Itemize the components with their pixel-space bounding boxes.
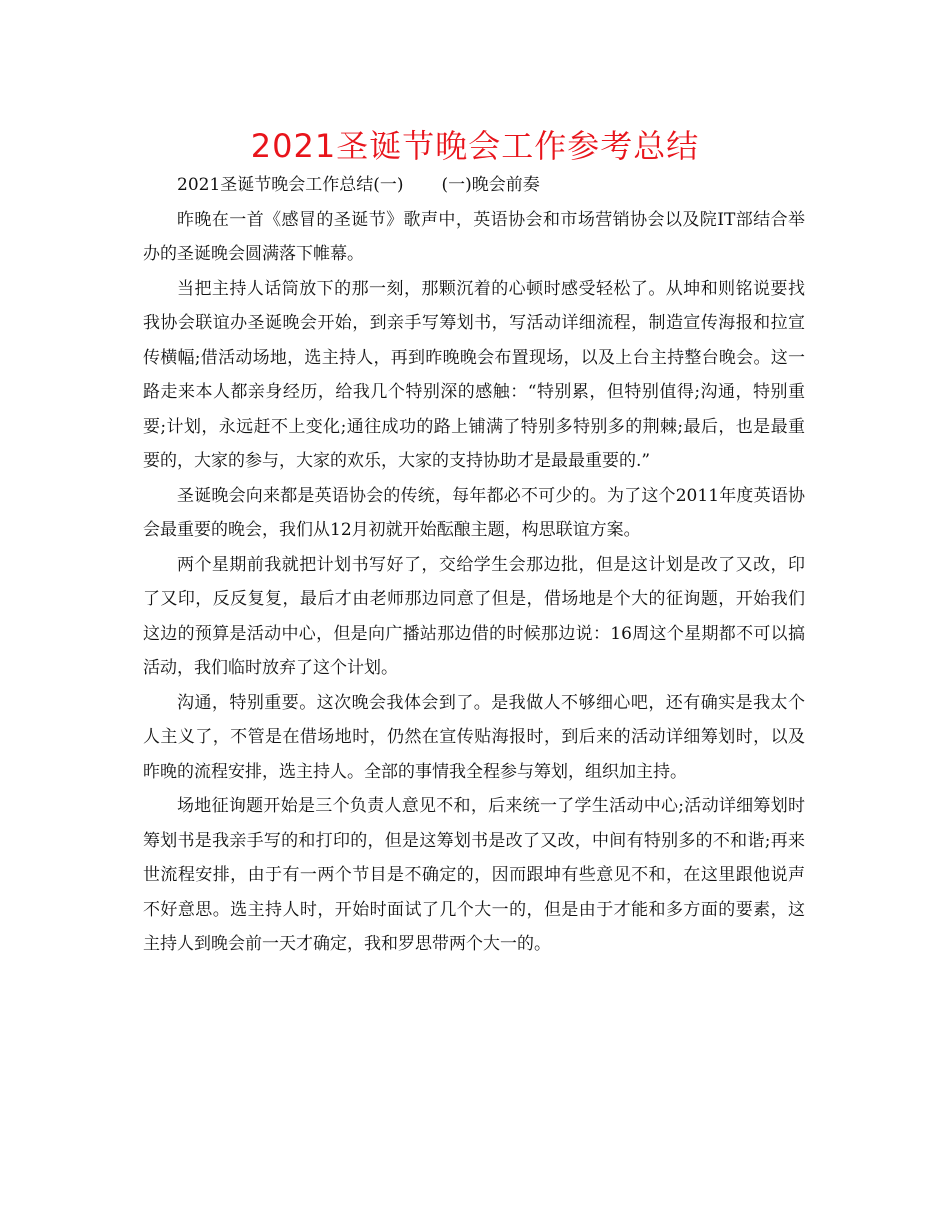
paragraph-6: 场地征询题开始是三个负责人意见不和，后来统一了学生活动中心;活动详细筹划时筹划书是我亲手写的和打印的，但是这筹划书是改了又改，中间有特别多的不和谐;再来世流程安排，由于有一两个节目是不确定的，因而跟坤有些意见不和，在这里跟他说声不好意思。选主持人时，开始时面试了几个大一的，但是由于才能和多方面的要素，这主持人到晚会前一天才确定，我和罗思带两个大一的。 bbox=[143, 796, 805, 954]
paragraph-2: 当把主持人话筒放下的那一刻，那颗沉着的心顿时感受轻松了。从坤和则铭说要找我协会联谊办圣诞晚会开始，到亲手写筹划书，写活动详细流程，制造宣传海报和拉宣传横幅;借活动场地，选主持人，再到昨晚晚会布置现场，以及上台主持整台晚会。这一路走来本人都亲身经历，给我几个特别深的感触：“特别累，但特别值得;沟通，特别重要;计划，永远赶不上变化;通往成功的路上铺满了特别多特别多的荆棘;最后，也是最重要的，大家的参与，大家的欢乐，大家的支持协助才是最最重要的.” bbox=[143, 278, 805, 471]
document-body bbox=[143, 168, 805, 962]
subheading-left: 2021圣诞节晚会工作总结(一) bbox=[177, 175, 404, 195]
paragraph-3: 圣诞晚会向来都是英语协会的传统，每年都必不可少的。为了这个2011年度英语协会最重要的晚会，我们从12月初就开始酝酿主题，构思联谊方案。 bbox=[143, 485, 805, 540]
paragraph-4: 两个星期前我就把计划书写好了，交给学生会那边批，但是这计划是改了又改，印了又印，反反复复，最后才由老师那边同意了但是，借场地是个大的征询题，开始我们这边的预算是活动中心，但是向广播站那边借的时候那边说：16周这个星期都不可以搞活动，我们临时放弃了这个计划。 bbox=[143, 554, 805, 678]
document-title: 2021圣诞节晚会工作参考总结 bbox=[250, 127, 700, 165]
subheading-right: (一)晚会前奏 bbox=[441, 175, 540, 195]
paragraph-5: 沟通，特别重要。这次晚会我体会到了。是我做人不够细心吧，还有确实是我太个人主义了，不管是在借场地时，仍然在宣传贴海报时，到后来的活动详细筹划时，以及昨晚的流程安排，选主持人。全部的事情我全程参与筹划，组织加主持。 bbox=[143, 692, 805, 782]
document-subheading bbox=[143, 168, 805, 203]
paragraph-1: 昨晚在一首《感冒的圣诞节》歌声中，英语协会和市场营销协会以及院IT部结合举办的圣诞晚会圆满落下帷幕。 bbox=[143, 209, 805, 264]
